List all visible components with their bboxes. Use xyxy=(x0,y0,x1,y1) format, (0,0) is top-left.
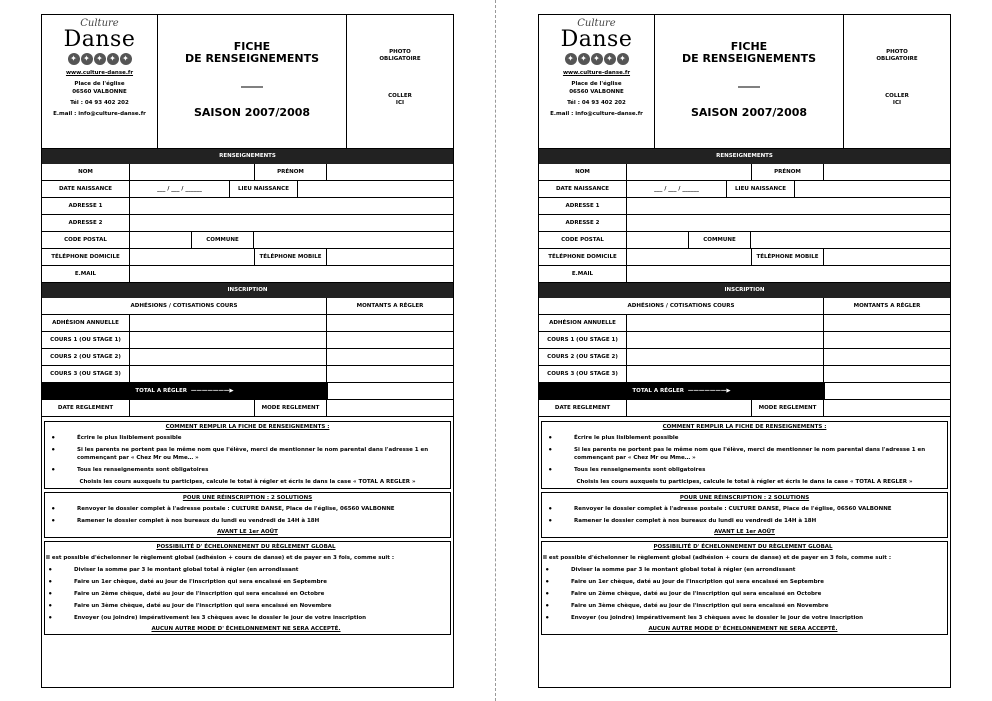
echelonnement-item: • Faire un 3ème chèque, daté au jour de l'inscription qui sera encaissé en Novembre xyxy=(543,602,943,610)
title-dash: ____ xyxy=(241,75,263,88)
input-date-naissance[interactable]: ___ / ___ / ______ xyxy=(627,181,727,197)
email-text: E.mail : info@culture-danse.fr xyxy=(53,111,146,117)
input-tel-domicile[interactable] xyxy=(627,249,752,265)
label-mode-reglement: MODE REGLEMENT xyxy=(752,400,824,416)
reinscription-deadline: AVANT LE 1er AOÛT xyxy=(217,529,278,535)
form-row-adresse2 xyxy=(42,215,453,232)
input-adresse2[interactable] xyxy=(130,215,453,231)
reinscription-item: • Ramener le dossier complet à nos bureaux du lundi eu vendredi de 14H à 18H xyxy=(49,517,446,525)
echelonnement-item: • Envoyer (ou joindre) impérativement les 3 chèques avec le dossier le jour de votre inscription xyxy=(543,614,943,622)
input-total[interactable] xyxy=(327,383,453,399)
input-lieu-naissance[interactable] xyxy=(795,181,950,197)
address-line-2: 06560 VALBONNE xyxy=(72,89,127,95)
label-mode-reglement: MODE REGLEMENT xyxy=(255,400,327,416)
logo-block xyxy=(539,15,655,148)
label-cours3: COURS 3 (OU STAGE 3) xyxy=(42,366,130,382)
form-row-nom xyxy=(42,164,453,181)
form-row-telephone xyxy=(42,249,453,266)
input-mode-reglement[interactable] xyxy=(327,400,453,416)
input-cours3[interactable] xyxy=(627,366,824,382)
section-header-inscription: INSCRIPTION xyxy=(539,283,950,298)
input-nom[interactable] xyxy=(627,164,752,180)
howto-box xyxy=(541,421,948,489)
photo-box xyxy=(844,15,950,148)
section-header-renseignements: RENSEIGNEMENTS xyxy=(42,149,453,164)
echelonnement-footer: AUCUN AUTRE MODE D' ÉCHELONNEMENT NE SERA ACCEPTÉ. xyxy=(648,626,838,632)
echelonnement-footer: AUCUN AUTRE MODE D' ÉCHELONNEMENT NE SERA ACCEPTÉ. xyxy=(151,626,341,632)
form-row-email xyxy=(539,266,950,283)
label-tel-mobile: TÉLÉPHONE MOBILE xyxy=(255,249,327,265)
echelonnement-item: • Diviser la somme par 3 le montant global total à régler (en arrondissant xyxy=(543,566,943,574)
input-email[interactable] xyxy=(130,266,453,282)
form-row-naissance xyxy=(42,181,453,198)
section-header-inscription: INSCRIPTION xyxy=(42,283,453,298)
form-row-adresse1 xyxy=(539,198,950,215)
input-prenom[interactable] xyxy=(327,164,453,180)
email-text: E.mail : info@culture-danse.fr xyxy=(550,111,643,117)
echelonnement-box xyxy=(44,541,451,635)
input-code-postal[interactable] xyxy=(627,232,689,248)
form-row-adresse2 xyxy=(539,215,950,232)
echelonnement-item: • Faire un 1er chèque, daté au jour de l'inscription qui sera encaissé en Septembre xyxy=(543,578,943,586)
label-tel-domicile: TÉLÉPHONE DOMICILE xyxy=(42,249,130,265)
logo-script-text: Culture xyxy=(80,18,119,29)
howto-title: COMMENT REMPLIR LA FICHE DE RENSEIGNEMENTS : xyxy=(662,424,827,430)
label-cours1: COURS 1 (OU STAGE 1) xyxy=(539,332,627,348)
input-montant-adhesion[interactable] xyxy=(824,315,950,331)
inscription-row xyxy=(539,366,950,383)
reinscription-item: • Renvoyer le dossier complet à l'adresse postale : CULTURE DANSE, Place de l'église, 06560 VALBONNE xyxy=(49,505,446,513)
inscription-header-row xyxy=(42,298,453,315)
label-prenom: PRÉNOM xyxy=(752,164,824,180)
label-adresse1: ADRESSE 1 xyxy=(539,198,627,214)
col-header-montants: MONTANTS A RÉGLER xyxy=(356,303,424,309)
echelonnement-item: • Faire un 3ème chèque, daté au jour de l'inscription qui sera encaissé en Novembre xyxy=(46,602,446,610)
input-montant-cours2[interactable] xyxy=(327,349,453,365)
label-date-naissance: DATE NAISSANCE xyxy=(42,181,130,197)
input-cours2[interactable] xyxy=(130,349,327,365)
form-header xyxy=(42,15,453,149)
input-montant-cours1[interactable] xyxy=(327,332,453,348)
howto-item: • Écrire le plus lisiblement possible xyxy=(49,434,446,442)
input-mode-reglement[interactable] xyxy=(824,400,950,416)
dancer-figures-icon: ✦ ✦ ✦ ✦ ✦ xyxy=(565,53,629,65)
form-right xyxy=(538,14,951,688)
form-row-code-postal xyxy=(42,232,453,249)
dancer-figures-icon: ✦ ✦ ✦ ✦ ✦ xyxy=(68,53,132,65)
phone-text: Tél : 04 93 402 202 xyxy=(70,100,129,106)
reinscription-item: • Ramener le dossier complet à nos bureaux du lundi eu vendredi de 14H à 18H xyxy=(546,517,943,525)
glue-label: COLLER ICI xyxy=(388,93,412,106)
input-cours2[interactable] xyxy=(627,349,824,365)
echelonnement-item: • Faire un 1er chèque, daté au jour de l'inscription qui sera encaissé en Septembre xyxy=(46,578,446,586)
input-tel-mobile[interactable] xyxy=(824,249,950,265)
col-header-montants: MONTANTS A RÉGLER xyxy=(853,303,921,309)
inscription-row xyxy=(539,349,950,366)
input-cours3[interactable] xyxy=(130,366,327,382)
echelonnement-item: • Faire un 2ème chèque, daté au jour de l'inscription qui sera encaissé en Octobre xyxy=(543,590,943,598)
title-block xyxy=(158,15,347,148)
reinscription-title: POUR UNE RÉINSCRIPTION : 2 SOLUTIONS xyxy=(182,495,313,501)
label-adhesion: ADHÉSION ANNUELLE xyxy=(42,315,130,331)
label-adresse2: ADRESSE 2 xyxy=(539,215,627,231)
form-row-adresse1 xyxy=(42,198,453,215)
form-title: FICHE DE RENSEIGNEMENTS xyxy=(681,40,817,65)
address-line-2: 06560 VALBONNE xyxy=(569,89,624,95)
logo-block xyxy=(42,15,158,148)
label-adhesion: ADHÉSION ANNUELLE xyxy=(539,315,627,331)
label-date-reglement: DATE REGLEMENT xyxy=(42,400,130,416)
echelonnement-intro: Il est possible d'échelonner le règlement global (adhésion + cours de danse) et de payer en 3 fois, comme suit : xyxy=(46,555,395,561)
input-tel-mobile[interactable] xyxy=(327,249,453,265)
title-block xyxy=(655,15,844,148)
label-code-postal: CODE POSTAL xyxy=(539,232,627,248)
col-header-adhesions: ADHÉSIONS / COTISATIONS COURS xyxy=(42,298,327,314)
input-date-reglement[interactable] xyxy=(627,400,752,416)
label-email: E.MAIL xyxy=(539,266,627,282)
website-link[interactable]: www.culture-danse.fr xyxy=(65,70,134,76)
address-line-1: Place de l'église xyxy=(571,81,622,87)
glue-label: COLLER ICI xyxy=(885,93,909,106)
input-cours1[interactable] xyxy=(627,332,824,348)
total-label: TOTAL A RÉGLER ———————▶ xyxy=(135,388,234,394)
inscription-row xyxy=(539,315,950,332)
form-title: FICHE DE RENSEIGNEMENTS xyxy=(184,40,320,65)
label-tel-domicile: TÉLÉPHONE DOMICILE xyxy=(539,249,627,265)
howto-item: • Écrire le plus lisiblement possible xyxy=(546,434,943,442)
arrow-right-icon: ———————▶ xyxy=(687,388,731,394)
label-adresse1: ADRESSE 1 xyxy=(42,198,130,214)
label-cours1: COURS 1 (OU STAGE 1) xyxy=(42,332,130,348)
reinscription-box xyxy=(44,492,451,538)
howto-note: Choisis les cours auxquels tu participes, calcule le total à régler et écris le dans la case « TOTAL A REGLER » xyxy=(576,479,913,485)
label-cours2: COURS 2 (OU STAGE 2) xyxy=(42,349,130,365)
photo-box xyxy=(347,15,453,148)
reinscription-item: • Renvoyer le dossier complet à l'adresse postale : CULTURE DANSE, Place de l'église, 06560 VALBONNE xyxy=(546,505,943,513)
input-code-postal[interactable] xyxy=(130,232,192,248)
howto-item: • Tous les renseignements sont obligatoires xyxy=(546,466,943,474)
label-cours2: COURS 2 (OU STAGE 2) xyxy=(539,349,627,365)
label-lieu-naissance: LIEU NAISSANCE xyxy=(727,181,795,197)
arrow-right-icon: ———————▶ xyxy=(190,388,234,394)
form-row-code-postal xyxy=(539,232,950,249)
input-montant-cours3[interactable] xyxy=(327,366,453,382)
input-adresse1[interactable] xyxy=(130,198,453,214)
input-date-naissance[interactable]: ___ / ___ / ______ xyxy=(130,181,230,197)
photo-label: PHOTO OBLIGATOIRE xyxy=(379,49,421,62)
season-title: SAISON 2007/2008 xyxy=(690,106,808,119)
logo-brand: Danse xyxy=(560,27,633,52)
input-adhesion[interactable] xyxy=(627,315,824,331)
input-adresse1[interactable] xyxy=(627,198,950,214)
echelonnement-item: • Diviser la somme par 3 le montant global total à régler (en arrondissant xyxy=(46,566,446,574)
echelonnement-item: • Faire un 2ème chèque, daté au jour de l'inscription qui sera encaissé en Octobre xyxy=(46,590,446,598)
phone-text: Tél : 04 93 402 202 xyxy=(567,100,626,106)
label-cours3: COURS 3 (OU STAGE 3) xyxy=(539,366,627,382)
address-line-1: Place de l'église xyxy=(74,81,125,87)
echelonnement-intro: Il est possible d'échelonner le règlement global (adhésion + cours de danse) et de payer en 3 fois, comme suit : xyxy=(543,555,892,561)
input-nom[interactable] xyxy=(130,164,255,180)
inscription-row xyxy=(539,332,950,349)
label-code-postal: CODE POSTAL xyxy=(42,232,130,248)
input-adhesion[interactable] xyxy=(130,315,327,331)
howto-item: • Si les parents ne portent pas le même nom que l'élève, merci de mentionner le nom parental dans l'adresse 1 en commençant par « Chez Mr ou Mme… » xyxy=(546,446,943,462)
website-link[interactable]: www.culture-danse.fr xyxy=(562,70,631,76)
logo-script-text: Culture xyxy=(577,18,616,29)
echelonnement-item: • Envoyer (ou joindre) impérativement les 3 chèques avec le dossier le jour de votre inscription xyxy=(46,614,446,622)
form-left xyxy=(41,14,454,688)
col-header-adhesions: ADHÉSIONS / COTISATIONS COURS xyxy=(539,298,824,314)
inscription-header-row xyxy=(539,298,950,315)
inscription-row xyxy=(42,332,453,349)
form-row-naissance xyxy=(539,181,950,198)
logo-brand: Danse xyxy=(63,27,136,52)
form-row-email xyxy=(42,266,453,283)
season-title: SAISON 2007/2008 xyxy=(193,106,311,119)
howto-note: Choisis les cours auxquels tu participes, calcule le total à régler et écris le dans la case « TOTAL A REGLER » xyxy=(79,479,416,485)
reglement-row xyxy=(539,400,950,417)
input-adresse2[interactable] xyxy=(627,215,950,231)
title-dash: ____ xyxy=(738,75,760,88)
howto-box xyxy=(44,421,451,489)
section-header-renseignements: RENSEIGNEMENTS xyxy=(539,149,950,164)
input-montant-cours2[interactable] xyxy=(824,349,950,365)
input-date-reglement[interactable] xyxy=(130,400,255,416)
input-total[interactable] xyxy=(824,383,950,399)
reinscription-title: POUR UNE RÉINSCRIPTION : 2 SOLUTIONS xyxy=(679,495,810,501)
form-row-telephone xyxy=(539,249,950,266)
label-date-naissance: DATE NAISSANCE xyxy=(539,181,627,197)
input-montant-cours3[interactable] xyxy=(824,366,950,382)
label-email: E.MAIL xyxy=(42,266,130,282)
echelonnement-title: POSSIBILITÉ D' ÉCHELONNEMENT DU RÈGLEMENT GLOBAL xyxy=(156,544,336,550)
echelonnement-title: POSSIBILITÉ D' ÉCHELONNEMENT DU RÈGLEMENT GLOBAL xyxy=(653,544,833,550)
label-date-reglement: DATE REGLEMENT xyxy=(539,400,627,416)
echelonnement-box xyxy=(541,541,948,635)
total-row xyxy=(539,383,950,400)
form-header xyxy=(539,15,950,149)
form-row-nom xyxy=(539,164,950,181)
howto-item: • Si les parents ne portent pas le même nom que l'élève, merci de mentionner le nom parental dans l'adresse 1 en commençant par « Chez Mr ou Mme… » xyxy=(49,446,446,462)
label-nom: NOM xyxy=(42,164,130,180)
label-commune: COMMUNE xyxy=(689,232,751,248)
input-tel-domicile[interactable] xyxy=(130,249,255,265)
label-tel-mobile: TÉLÉPHONE MOBILE xyxy=(752,249,824,265)
label-adresse2: ADRESSE 2 xyxy=(42,215,130,231)
input-lieu-naissance[interactable] xyxy=(298,181,453,197)
inscription-row xyxy=(42,349,453,366)
label-prenom: PRÉNOM xyxy=(255,164,327,180)
input-montant-adhesion[interactable] xyxy=(327,315,453,331)
input-cours1[interactable] xyxy=(130,332,327,348)
inscription-row xyxy=(42,315,453,332)
label-lieu-naissance: LIEU NAISSANCE xyxy=(230,181,298,197)
page-divider xyxy=(495,0,496,701)
total-row xyxy=(42,383,453,400)
howto-item: • Tous les renseignements sont obligatoires xyxy=(49,466,446,474)
reglement-row xyxy=(42,400,453,417)
inscription-row xyxy=(42,366,453,383)
label-commune: COMMUNE xyxy=(192,232,254,248)
reinscription-box xyxy=(541,492,948,538)
total-label: TOTAL A RÉGLER ———————▶ xyxy=(632,388,731,394)
input-email[interactable] xyxy=(627,266,950,282)
label-nom: NOM xyxy=(539,164,627,180)
reinscription-deadline: AVANT LE 1er AOÛT xyxy=(714,529,775,535)
input-commune[interactable] xyxy=(254,232,453,248)
photo-label: PHOTO OBLIGATOIRE xyxy=(876,49,918,62)
input-montant-cours1[interactable] xyxy=(824,332,950,348)
input-commune[interactable] xyxy=(751,232,950,248)
howto-title: COMMENT REMPLIR LA FICHE DE RENSEIGNEMENTS : xyxy=(165,424,330,430)
input-prenom[interactable] xyxy=(824,164,950,180)
